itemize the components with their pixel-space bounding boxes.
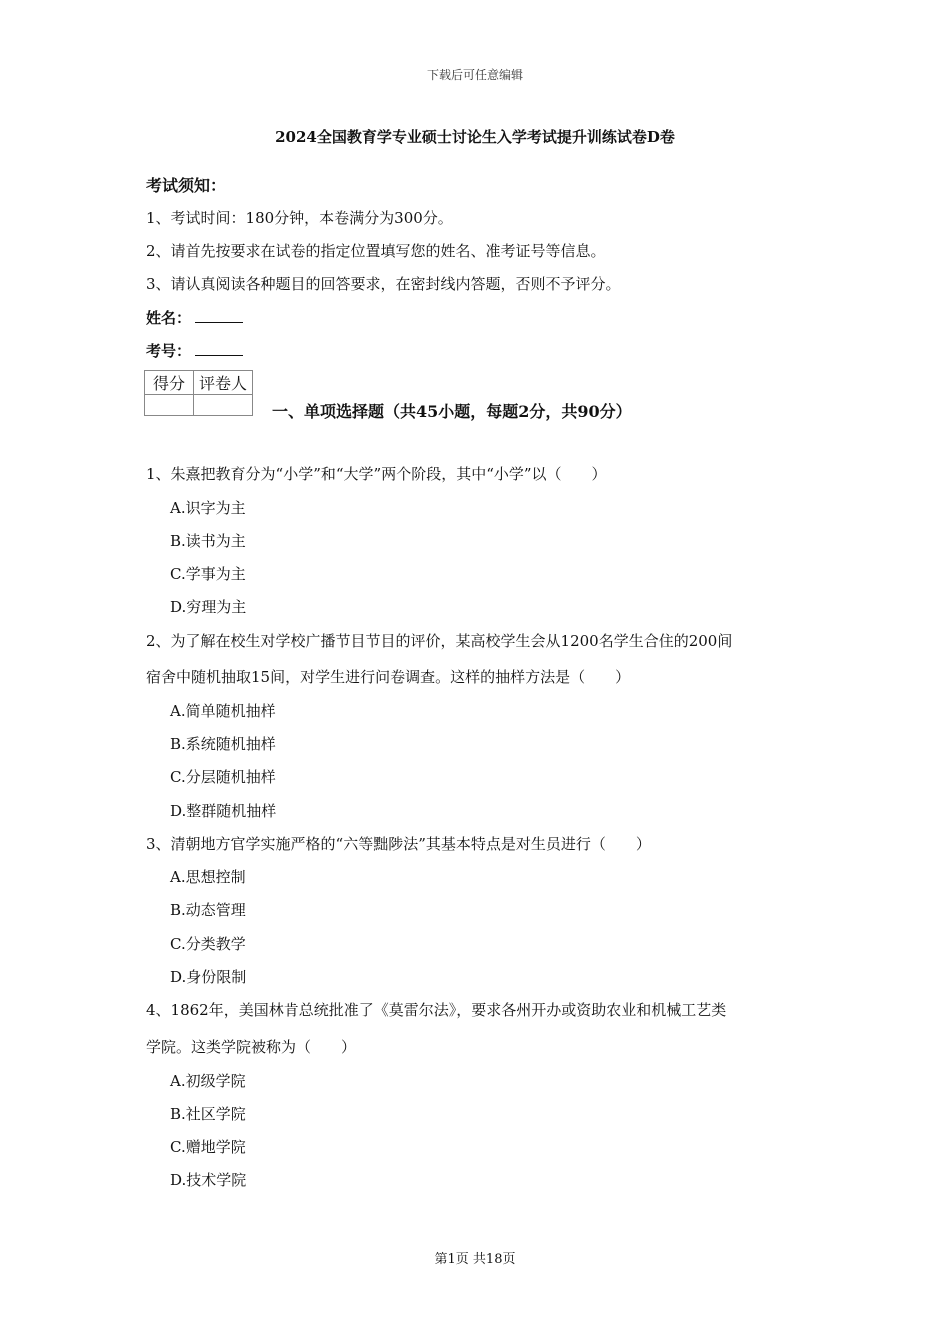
notice-item: 2、请首先按要求在试卷的指定位置填写您的姓名、准考证号等信息。 (146, 242, 606, 260)
notice-heading: 考试须知： (146, 176, 227, 195)
option: C.分类教学 (170, 935, 246, 953)
option: A.思想控制 (170, 868, 246, 886)
question-stem: 3、清朝地方官学实施严格的“六等黜陟法”其基本特点是对生员进行（ ） (146, 835, 651, 853)
id-field (146, 340, 243, 361)
name-label: 姓名： (146, 309, 192, 327)
header-note: 下载后可任意编辑 (426, 68, 523, 82)
question-stem: 2、为了解在校生对学校广播节目节目的评价，某高校学生会从1200名学生合住的200间 (146, 632, 733, 650)
question-stem-continued: 宿舍中随机抽取15间，对学生进行问卷调查。这样的抽样方法是（ ） (146, 668, 631, 686)
option: D.身份限制 (170, 968, 247, 986)
option: A.初级学院 (170, 1072, 246, 1090)
option: C.赠地学院 (170, 1138, 246, 1156)
name-field (146, 307, 243, 328)
section-title: 一、单项选择题（共45小题，每题2分，共90分） (272, 402, 632, 421)
id-label: 考号： (146, 342, 192, 360)
score-table (144, 370, 253, 416)
notice-item: 1、考试时间：180分钟，本卷满分为300分。 (146, 209, 453, 227)
grader-cell[interactable] (194, 395, 253, 416)
id-blank[interactable] (195, 341, 243, 356)
option: B.动态管理 (170, 901, 246, 919)
option: D.技术学院 (170, 1171, 247, 1189)
name-blank[interactable] (195, 308, 243, 323)
option: C.分层随机抽样 (170, 768, 276, 786)
option: D.穷理为主 (170, 598, 247, 616)
question-stem: 4、1862年，美国林肯总统批准了《莫雷尔法》，要求各州开办或资助农业和机械工艺类 (146, 1001, 727, 1019)
option: A.简单随机抽样 (170, 702, 276, 720)
score-header: 得分 (145, 371, 194, 395)
option: B.系统随机抽样 (170, 735, 276, 753)
option: C.学事为主 (170, 565, 246, 583)
grader-header: 评卷人 (194, 371, 253, 395)
option: D.整群随机抽样 (170, 802, 277, 820)
document-title: 2024全国教育学专业硕士讨论生入学考试提升训练试卷D卷 (275, 128, 675, 146)
option: A.识字为主 (170, 499, 246, 517)
question-stem-continued: 学院。这类学院被称为（ ） (146, 1038, 357, 1056)
page-footer: 第1页 共18页 (434, 1252, 516, 1267)
score-cell[interactable] (145, 395, 194, 416)
question-stem: 1、朱熹把教育分为“小学”和“大学”两个阶段，其中“小学”以（ ） (146, 465, 607, 483)
option: B.读书为主 (170, 532, 246, 550)
notice-item: 3、请认真阅读各种题目的回答要求，在密封线内答题，否则不予评分。 (146, 275, 621, 293)
option: B.社区学院 (170, 1105, 246, 1123)
